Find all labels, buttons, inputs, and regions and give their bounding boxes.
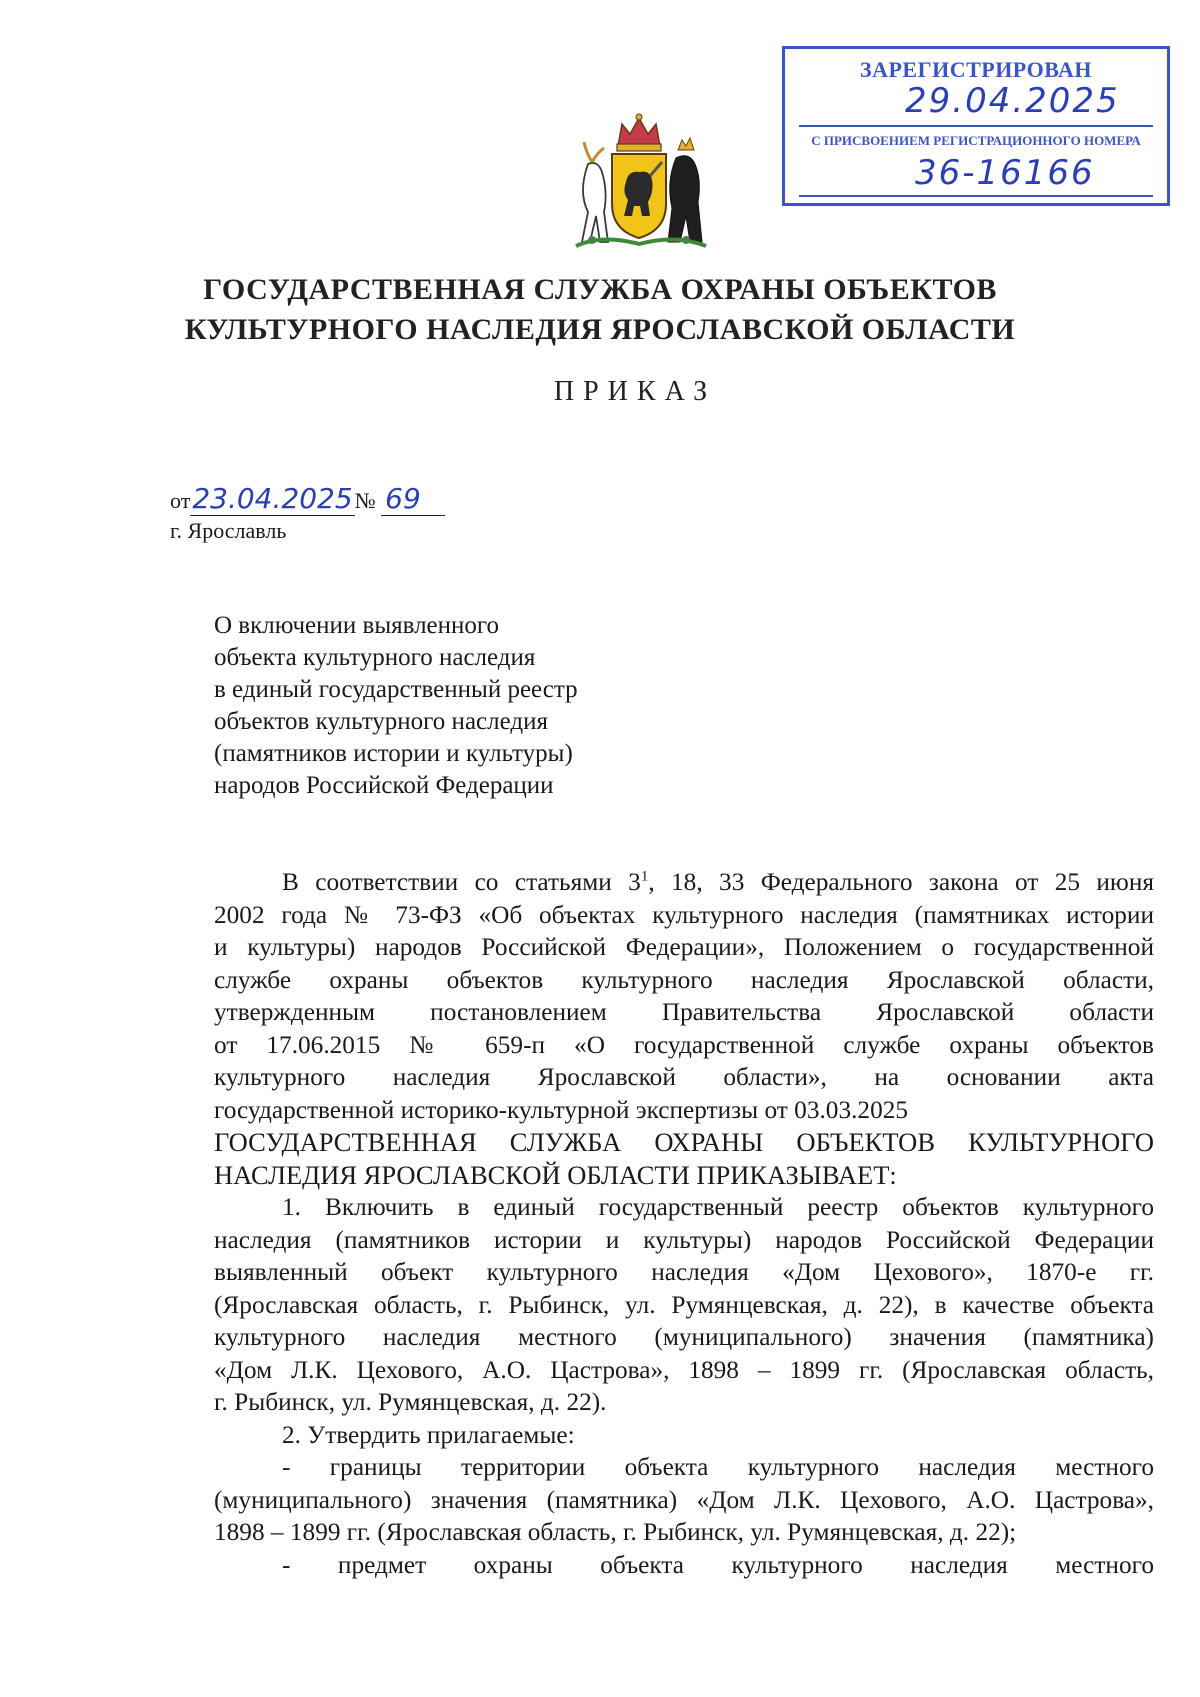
stamp-registration-number: 36-16166 <box>915 153 1095 193</box>
body-line: культурного наследия Ярославской области», на основании акта <box>214 1063 1154 1091</box>
subject-line: О включении выявленного <box>214 612 500 639</box>
stamp-divider <box>799 195 1153 197</box>
body-line: и культуры) народов Российской Федерации», Положением о государственной <box>214 933 1154 961</box>
body-line: культурного наследия местного (муниципального) значения (памятника) <box>214 1323 1154 1351</box>
body-line: утвержденным постановлением Правительства Ярославской области <box>214 998 1154 1026</box>
registration-stamp <box>782 46 1170 206</box>
order-body <box>214 866 1154 1581</box>
body-line: «Дом Л.К. Цехового, А.О. Цастрова», 1898 – 1899 гг. (Ярославская область, <box>214 1355 1154 1384</box>
organization-title-line-1: ГОСУДАРСТВЕННАЯ СЛУЖБА ОХРАНЫ ОБЪЕКТОВ <box>203 273 997 306</box>
body-line: - границы территории объекта культурного наследия местного <box>282 1453 1154 1481</box>
stamp-divider <box>799 125 1153 127</box>
subject-line: (памятников истории и культуры) <box>214 740 573 767</box>
body-line-caps: НАСЛЕДИЯ ЯРОСЛАВСКОЙ ОБЛАСТИ ПРИКАЗЫВАЕТ: <box>214 1159 897 1190</box>
body-line: 1898 – 1899 гг. (Ярославская область, г. Рыбинск, ул. Румянцевская, д. 22); <box>214 1518 1017 1546</box>
bear-supporter-icon <box>668 138 702 242</box>
subject-line: народов Российской Федерации <box>214 772 554 799</box>
body-line: (Ярославская область, г. Рыбинск, ул. Румянцевская, д. 22), в качестве объекта <box>214 1290 1154 1319</box>
order-date: 23.04.2025 <box>192 482 353 515</box>
subject-line: объекта культурного наследия <box>214 644 536 671</box>
body-line: службе охраны объектов культурного наследия Ярославской области, <box>214 965 1154 994</box>
body-line: наследия (памятников истории и культуры) народов Российской Федерации <box>214 1225 1154 1254</box>
deer-supporter-icon <box>582 142 608 242</box>
stamp-registered-label: ЗАРЕГИСТРИРОВАН <box>859 57 1093 82</box>
body-line: (муниципального) значения (памятника) «Дом Л.К. Цехового, А.О. Цастрова», <box>214 1485 1154 1514</box>
subject-line: в единый государственный реестр <box>214 676 578 703</box>
coat-of-arms-icon <box>562 112 716 254</box>
organization-title-line-2: КУЛЬТУРНОГО НАСЛЕДИЯ ЯРОСЛАВСКОЙ ОБЛАСТИ <box>184 313 1016 346</box>
body-line: государственной историко-культурной экспертизы от 03.03.2025 <box>214 1095 909 1124</box>
stamp-caption: С ПРИСВОЕНИЕМ РЕГИСТРАЦИОННОГО НОМЕРА <box>811 133 1141 148</box>
body-line-caps: ГОСУДАРСТВЕННАЯ СЛУЖБА ОХРАНЫ ОБЪЕКТОВ КУЛЬТУРНОГО <box>214 1127 1154 1157</box>
stamp-registration-date: 29.04.2025 <box>905 81 1120 121</box>
document-type-title: ПРИКАЗ <box>553 376 717 407</box>
body-line: 2. Утвердить прилагаемые: <box>282 1420 575 1449</box>
body-line: 2002 года № 73-ФЗ «Об объектах культурного наследия (памятниках истории <box>214 900 1154 929</box>
order-city: г. Ярославль <box>170 518 287 543</box>
crown-icon <box>617 114 661 151</box>
body-line: выявленный объект культурного наследия «Дом Цехового», 1870-е гг. <box>214 1258 1154 1286</box>
order-number: 69 <box>381 482 445 516</box>
body-line: от 17.06.2015 № 659-п «О государственной службе охраны объектов <box>214 1030 1154 1059</box>
subject-line: объектов культурного наследия <box>214 708 548 735</box>
from-label: от <box>170 488 191 513</box>
body-line: г. Рыбинск, ул. Румянцевская, д. 22). <box>214 1388 607 1416</box>
body-line: В соответствии со статьями $3^1$, 18, 33 Федерального закона от 25 июня <box>282 868 1155 896</box>
order-subject <box>214 610 578 802</box>
body-line: - предмет охраны объекта культурного наследия местного <box>282 1550 1154 1579</box>
order-date-number-line <box>170 482 445 516</box>
body-line: 1. Включить в единый государственный реестр объектов культурного <box>282 1193 1154 1221</box>
number-label: № <box>354 488 376 513</box>
